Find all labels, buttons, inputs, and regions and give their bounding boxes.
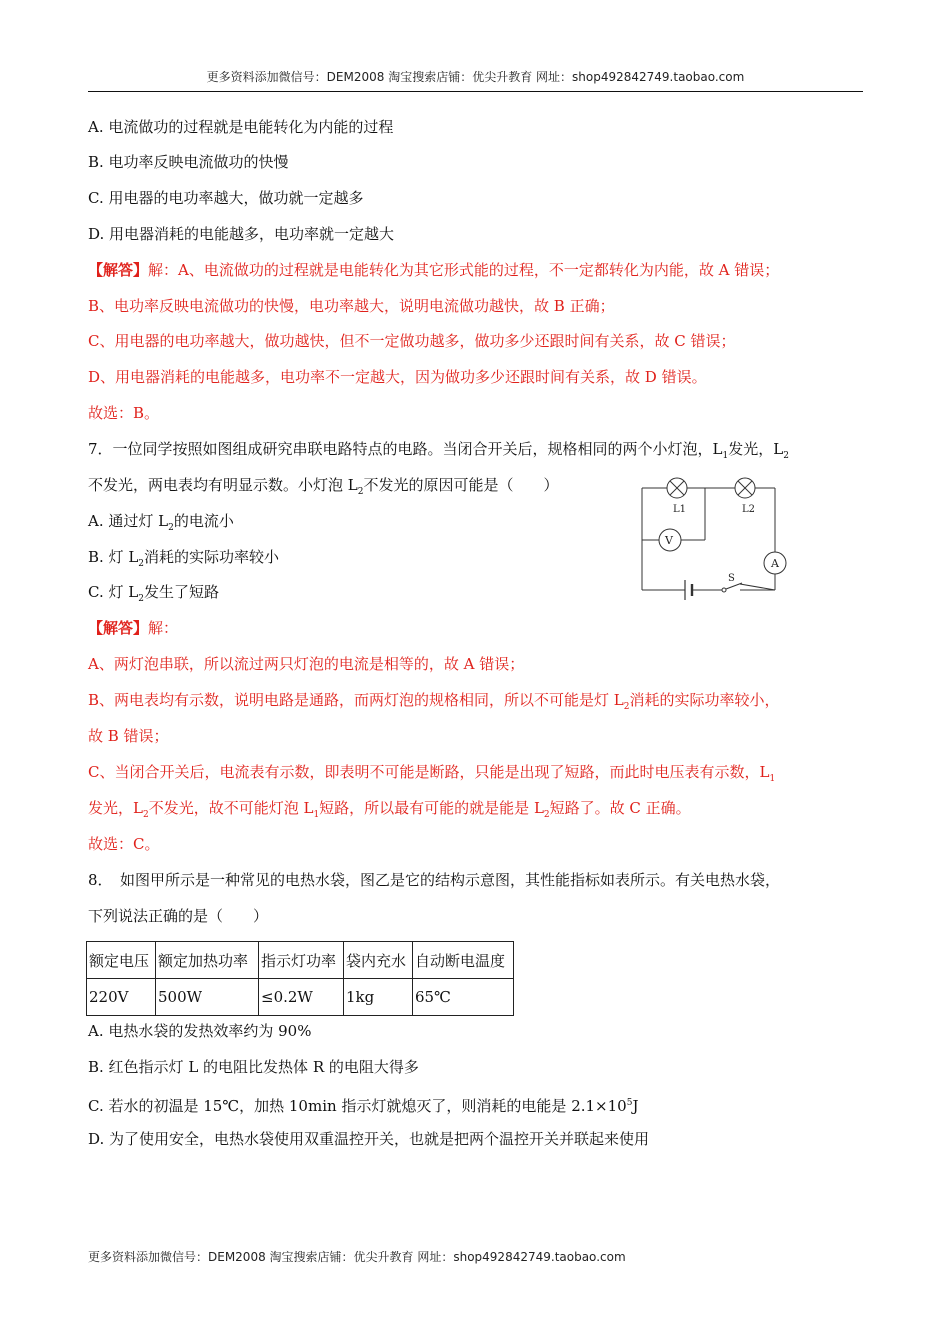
lamp-l1-label: L1	[673, 504, 687, 515]
lamp-l1-icon	[667, 478, 687, 498]
spec-table	[86, 941, 514, 1016]
table-row	[87, 979, 514, 1016]
q8-option-b: B. 红色指示灯 L 的电阻比发热体 R 的电阻大得多	[88, 1058, 419, 1076]
ammeter-label: A	[771, 557, 779, 570]
voltmeter-label: V	[665, 534, 673, 547]
q7-answer-line-2: B、两电表均有示数，说明电路是通路，而两灯泡的规格相同，所以不可能是灯 $L_2$消耗的实际功率较小，	[88, 691, 780, 712]
table-header-cell: 指示灯功率	[259, 942, 344, 979]
table-header-row	[87, 942, 514, 979]
q8-stem-line-2: 下列说法正确的是（ ）	[88, 907, 269, 925]
table-header-cell: 额定加热功率	[156, 942, 259, 979]
q8-option-d: D. 为了使用安全，电热水袋使用双重温控开关，也就是把两个温控开关并联起来使用	[88, 1130, 650, 1148]
switch-icon	[722, 583, 742, 592]
q6-option-b: B. 电功率反映电流做功的快慢	[88, 153, 289, 171]
q7-answer-head: 【解答】解：	[88, 619, 179, 637]
q8-stem-line-1: 8． 如图甲所示是一种常见的电热水袋，图乙是它的结构示意图，其性能指标如表所示。有关电热水袋，	[88, 871, 781, 889]
page-footer: 更多资料添加微信号：DEM2008 淘宝搜索店铺：优尖升教育 网址：shop492842749.taobao.com	[88, 1250, 626, 1264]
circuit-diagram	[630, 470, 800, 610]
table-cell: 220V	[87, 979, 156, 1016]
q6-answer-line-4: D、用电器消耗的电能越多，电功率不一定越大，因为做功多少还跟时间有关系，故 D 错误。	[88, 368, 707, 386]
q7-stem-line-1: 7．一位同学按照如图组成研究串联电路特点的电路。当闭合开关后，规格相同的两个小灯泡，$L_1$发光，$L_2$	[88, 440, 789, 461]
q6-option-a: A. 电流做功的过程就是电能转化为内能的过程	[88, 118, 394, 136]
q6-answer-line-2: B、电功率反映电流做功的快慢，电功率越大，说明电流做功越快，故 B 正确；	[88, 297, 615, 315]
table-cell: 65℃	[413, 979, 514, 1016]
q7-option-a: A. 通过灯 $L_2$的电流小	[88, 512, 234, 533]
q7-answer-line-4: C、当闭合开关后，电流表有示数，即表明不可能是断路，只能是出现了短路，而此时电压表有示数，$L_1$	[88, 763, 776, 784]
wire	[740, 584, 775, 590]
q6-choice: 故选：B。	[88, 404, 160, 422]
q7-option-b: B. 灯 $L_2$消耗的实际功率较小	[88, 548, 280, 569]
q7-stem-line-2: 不发光，两电表均有明显示数。小灯泡 $L_2$不发光的原因可能是（ ）	[88, 476, 559, 497]
q7-choice: 故选：C。	[88, 835, 160, 853]
q8-option-a: A. 电热水袋的发热效率约为 90%	[88, 1022, 312, 1040]
q6-answer-line-1: 【解答】解：A、电流做功的过程就是电能转化为其它形式能的过程，不一定都转化为内能，故 A 错误；	[88, 261, 780, 279]
q6-option-c: C. 用电器的电功率越大，做功就一定越多	[88, 189, 364, 207]
table-header-cell: 袋内充水	[344, 942, 413, 979]
q8-option-c: C. 若水的初温是 15℃，加热 10min 指示灯就熄灭了，则消耗的电能是 $2.1\times 10^5J$	[88, 1097, 639, 1115]
table-header-cell: 自动断电温度	[413, 942, 514, 979]
battery-icon	[685, 580, 692, 600]
table-cell: ≤0.2W	[259, 979, 344, 1016]
q7-answer-line-5: 发光，$L_2$不发光，故不可能灯泡 $L_1$短路，所以最有可能的就是能是 $L_2$短路了。故 C 正确。	[88, 799, 691, 820]
q7-option-c: C. 灯 $L_2$发生了短路	[88, 583, 219, 604]
q7-answer-line-3: 故 B 错误；	[88, 727, 169, 745]
q6-option-d: D. 用电器消耗的电能越多，电功率就一定越大	[88, 225, 395, 243]
lamp-l2-icon	[735, 478, 755, 498]
table-header-cell: 额定电压	[87, 942, 156, 979]
table-cell: 500W	[156, 979, 259, 1016]
page-header: 更多资料添加微信号：DEM2008 淘宝搜索店铺：优尖升教育 网址：shop492842749.taobao.com	[88, 68, 863, 92]
q6-answer-tag: 【解答】	[88, 261, 149, 279]
table-cell: 1kg	[344, 979, 413, 1016]
q7-answer-line-1: A、两灯泡串联，所以流过两只灯泡的电流是相等的，故 A 错误；	[88, 655, 525, 673]
q6-answer-line-3: C、用电器的电功率越大，做功越快，但不一定做功越多，做功多少还跟时间有关系，故 C 错误；	[88, 332, 736, 350]
switch-label: S	[728, 573, 735, 584]
lamp-l2-label: L2	[742, 504, 756, 515]
